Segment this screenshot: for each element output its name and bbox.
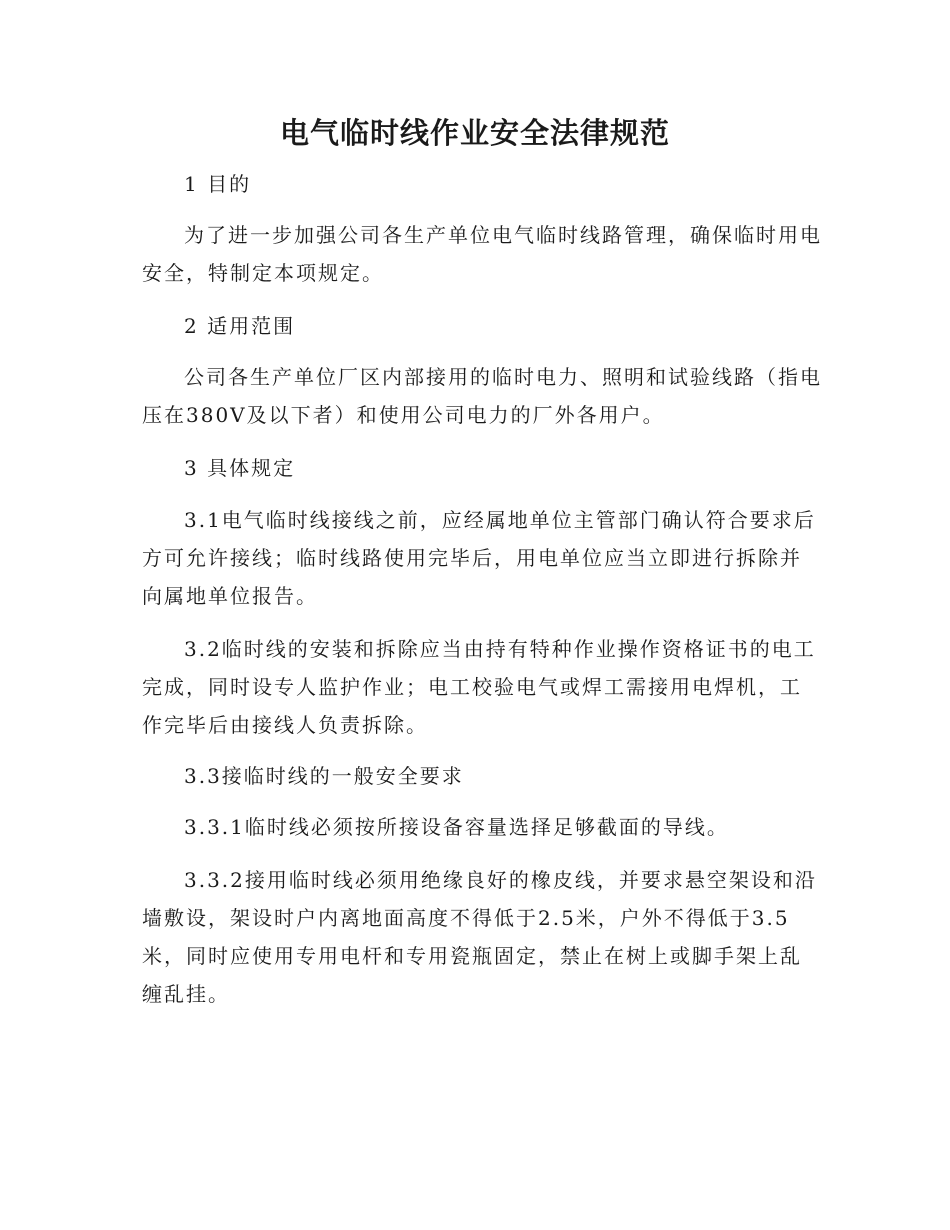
paragraph-3-3-2: 3.3.2接用临时线必须用绝缘良好的橡皮线，并要求悬空架设和沿墙敷设，架设时户内离地面高度不得低于2.5米，户外不得低于3.5米，同时应使用专用电杆和专用瓷瓶固定，禁止在树上或脚手架上乱缠乱挂。 [142,868,817,1006]
section-heading-scope: 2 适用范围 [184,314,296,338]
section-heading-purpose: 1 目的 [184,172,252,196]
document-title: 电气临时线作业安全法律规范 [279,116,670,150]
paragraph-3-1: 3.1电气临时线接线之前，应经属地单位主管部门确认符合要求后方可允许接线；临时线路使用完毕后，用电单位应当立即进行拆除并向属地单位报告。 [142,508,816,608]
paragraph-3-2: 3.2临时线的安装和拆除应当由持有特种作业操作资格证书的电工完成，同时设专人监护作业；电工校验电气或焊工需接用电焊机，工作完毕后由接线人负责拆除。 [142,637,816,737]
paragraph-3-3: 3.3接临时线的一般安全要求 [184,764,464,788]
section-heading-rules: 3 具体规定 [184,456,296,480]
section-body-purpose: 为了进一步加强公司各生产单位电气临时线路管理，确保临时用电安全，特制定本项规定。 [142,223,822,285]
paragraph-3-3-1: 3.3.1临时线必须按所接设备容量选择足够截面的导线。 [184,815,729,839]
section-body-scope: 公司各生产单位厂区内部接用的临时电力、照明和试验线路（指电压在380V及以下者）和使用公司电力的厂外各用户。 [142,365,822,427]
